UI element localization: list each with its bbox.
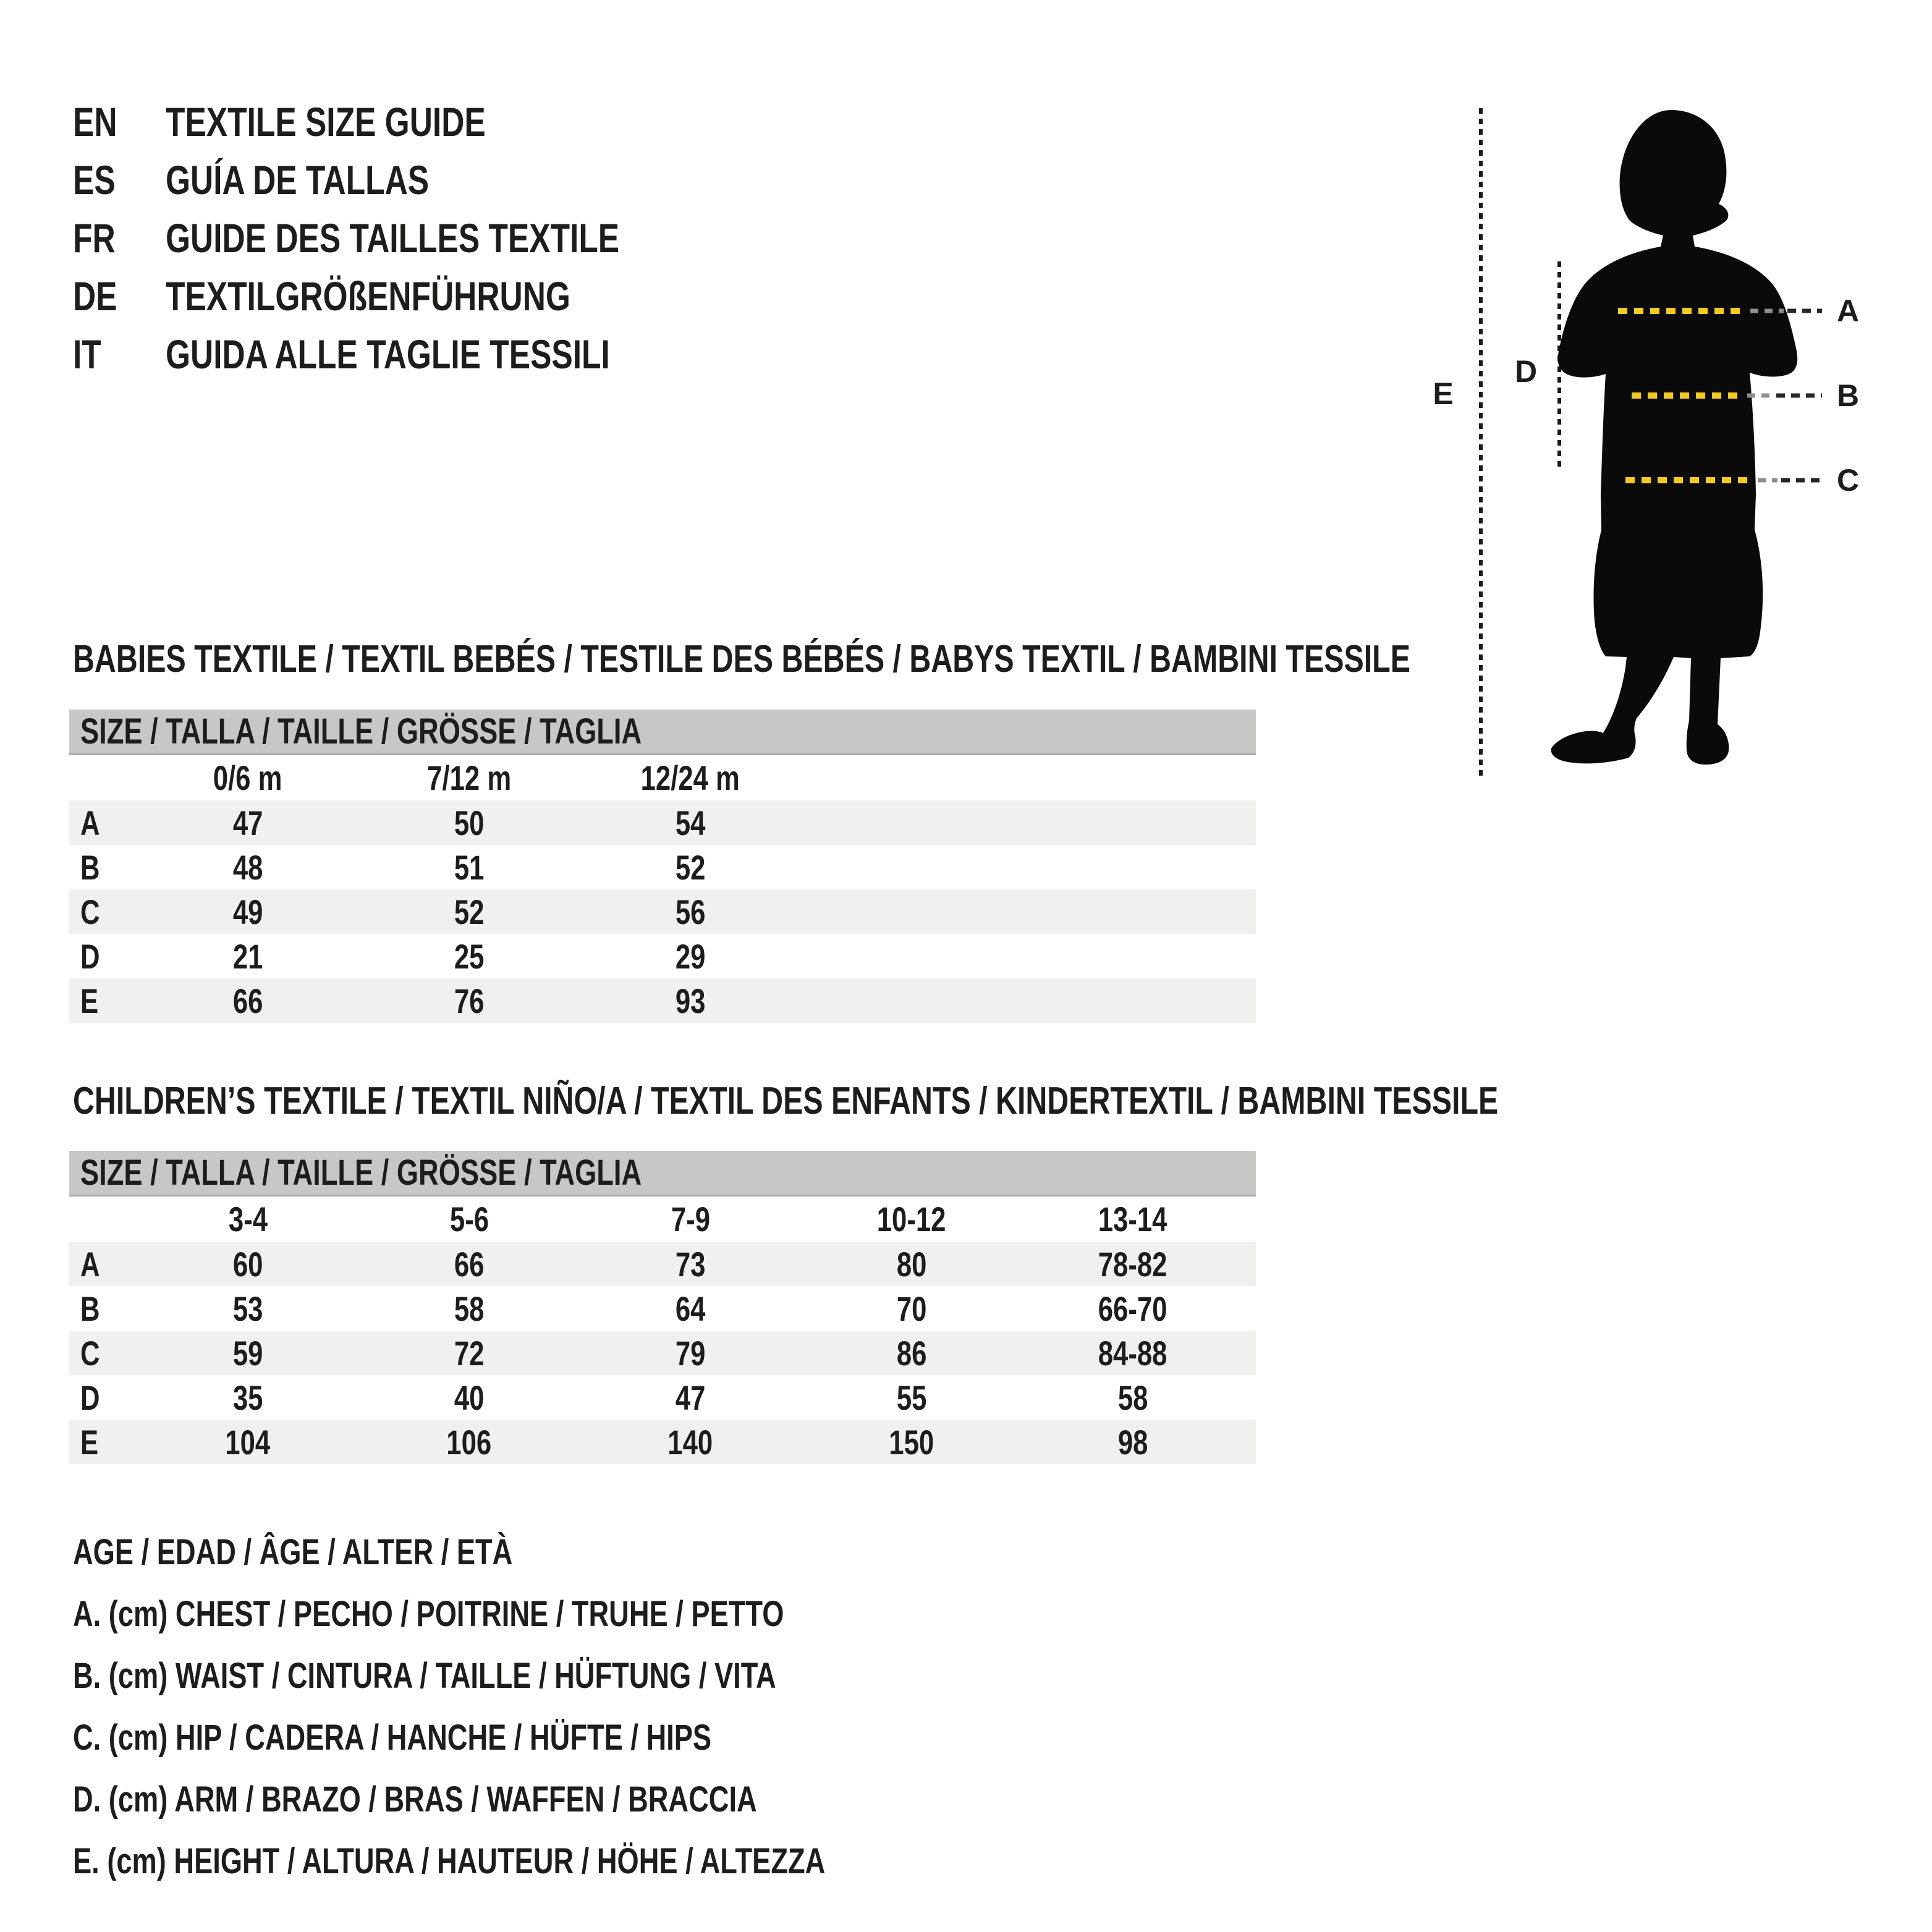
size-value-text: 58: [454, 1289, 485, 1328]
size-value-text: 72: [454, 1333, 485, 1373]
size-value: [801, 1333, 1022, 1373]
size-value-text: 79: [675, 1333, 706, 1373]
language-header: [73, 93, 747, 383]
height-label-e: E: [1433, 376, 1454, 411]
size-value: [1022, 1333, 1244, 1373]
size-value-text: 21: [232, 936, 263, 976]
column-header-text: 7-9: [671, 1200, 710, 1239]
column-header: [137, 758, 358, 798]
legend-line-text: C. (cm) HIP / CADERA / HANCHE / HÜFTE / HIPS: [73, 1718, 712, 1758]
row-letter: [69, 1422, 137, 1462]
table-row: [69, 845, 1256, 889]
size-value-text: 66: [454, 1244, 485, 1284]
row-letter-text: A: [80, 803, 100, 842]
row-letter: [69, 847, 137, 888]
language-code: [73, 273, 166, 320]
waist-label-b: B: [1837, 378, 1860, 413]
size-header-bar: [69, 1151, 1256, 1197]
size-value-text: 55: [896, 1378, 927, 1417]
table-row: [69, 978, 1256, 1023]
size-value: [358, 1333, 580, 1373]
size-value-text: 54: [675, 803, 706, 842]
table-row: [69, 1331, 1256, 1375]
size-value: [1022, 1422, 1244, 1462]
children-section-title: [73, 1080, 1900, 1123]
table-row: [69, 934, 1256, 978]
size-value: [137, 1378, 358, 1418]
size-value: [358, 1422, 580, 1462]
size-header-bar: [69, 710, 1256, 755]
size-value-text: 60: [232, 1244, 263, 1284]
language-title-text: GUÍA DE TALLAS: [166, 157, 430, 203]
size-value: [801, 1289, 1022, 1329]
children-section-title-text: CHILDREN’S TEXTILE / TEXTIL NIÑO/A / TEXTIL DES ENFANTS / KINDERTEXTIL / BAMBINI TESSILE: [73, 1080, 1499, 1122]
size-value: [137, 847, 358, 888]
legend-line-text: E. (cm) HEIGHT / ALTURA / HAUTEUR / HÖHE / ALTEZZA: [73, 1841, 826, 1881]
column-header: [580, 1199, 801, 1239]
legend-line: [73, 1583, 1038, 1645]
size-value-text: 70: [896, 1289, 927, 1328]
size-value: [358, 892, 580, 932]
language-code: [73, 156, 166, 203]
column-header: [358, 758, 580, 798]
language-title-text: GUIDE DES TAILLES TEXTILE: [166, 215, 620, 261]
legend-line-text: A. (cm) CHEST / PECHO / POITRINE / TRUHE / PETTO: [73, 1594, 784, 1634]
language-code-text: EN: [73, 99, 117, 145]
table-column-header-row: [69, 755, 1256, 800]
size-value-text: 29: [675, 936, 706, 976]
row-letter: [69, 1289, 137, 1329]
size-value: [580, 1289, 801, 1329]
row-letter: [69, 892, 137, 932]
size-value-text: 104: [225, 1422, 271, 1462]
language-row: [73, 325, 747, 383]
size-value: [1022, 1244, 1244, 1284]
size-value-text: 52: [454, 892, 485, 931]
size-value-text: 78-82: [1098, 1244, 1167, 1284]
size-value-text: 73: [675, 1244, 706, 1284]
table-row: [69, 1286, 1256, 1331]
table-row: [69, 1242, 1256, 1286]
row-letter-text: C: [80, 892, 100, 931]
row-letter-text: B: [80, 1289, 100, 1328]
language-row: [73, 151, 747, 209]
size-value: [358, 936, 580, 977]
size-value-text: 49: [232, 892, 263, 931]
column-header: [580, 758, 801, 798]
row-letter: [69, 936, 137, 977]
children-size-table: [69, 1151, 1256, 1464]
hip-label-c: C: [1837, 463, 1860, 498]
size-value: [358, 847, 580, 888]
size-value: [580, 1333, 801, 1373]
legend-line: [73, 1769, 1038, 1831]
size-value-text: 84-88: [1098, 1333, 1167, 1373]
language-title-text: TEXTILE SIZE GUIDE: [166, 99, 486, 145]
column-header: [137, 1199, 358, 1239]
table-row: [69, 800, 1256, 845]
column-header: [801, 1199, 1022, 1239]
chest-label-a: A: [1837, 294, 1860, 328]
size-value: [801, 1244, 1022, 1284]
size-value-text: 48: [232, 847, 263, 887]
table-row: [69, 889, 1256, 934]
size-value-text: 86: [896, 1333, 927, 1373]
language-title: [166, 331, 735, 378]
column-header-text: 10-12: [877, 1200, 946, 1239]
size-value: [137, 1289, 358, 1329]
language-code-text: FR: [73, 215, 116, 261]
size-value: [1022, 1378, 1244, 1418]
legend-line: [73, 1831, 1038, 1892]
language-title: [166, 156, 503, 203]
language-code-text: ES: [73, 157, 116, 203]
size-value-text: 66: [232, 981, 263, 1020]
language-title-text: GUIDA ALLE TAGLIE TESSILI: [166, 331, 610, 377]
row-letter-text: E: [80, 981, 99, 1020]
babies-size-table: [69, 710, 1256, 1023]
size-value-text: 93: [675, 981, 706, 1020]
child-silhouette-figure: [1409, 62, 1932, 803]
size-value-text: 98: [1117, 1422, 1148, 1462]
size-value: [358, 1378, 580, 1418]
size-value: [801, 1422, 1022, 1462]
size-value-text: 47: [232, 803, 263, 842]
language-row: [73, 267, 747, 325]
size-value: [137, 1422, 358, 1462]
language-title: [166, 98, 576, 145]
row-letter: [69, 981, 137, 1021]
size-value: [1022, 1289, 1244, 1329]
row-letter-text: C: [80, 1333, 100, 1373]
measurement-legend: [73, 1522, 1038, 1892]
row-letter: [69, 1378, 137, 1418]
column-header-text: 0/6 m: [213, 758, 282, 797]
size-value-text: 52: [675, 847, 706, 887]
column-header-text: 5-6: [449, 1200, 489, 1239]
babies-section-title-text: BABIES TEXTILE / TEXTIL BEBÉS / TESTILE DES BÉBÉS / BABYS TEXTIL / BAMBINI TESSILE: [73, 638, 1410, 680]
size-value: [580, 981, 801, 1021]
row-letter-text: E: [80, 1422, 99, 1462]
size-value-text: 50: [454, 803, 485, 842]
size-value: [358, 1289, 580, 1329]
size-value: [580, 936, 801, 977]
row-letter: [69, 1333, 137, 1373]
size-value-text: 47: [675, 1378, 706, 1417]
language-code-text: IT: [73, 331, 101, 377]
size-value-text: 56: [675, 892, 706, 931]
column-header: [1022, 1199, 1244, 1239]
size-value-text: 140: [667, 1422, 713, 1462]
language-title: [166, 214, 747, 261]
legend-line-text: B. (cm) WAIST / CINTURA / TAILLE / HÜFTUNG / VITA: [73, 1656, 776, 1696]
language-code: [73, 98, 166, 145]
column-header-text: 3-4: [228, 1200, 268, 1239]
size-value: [137, 936, 358, 977]
language-title-text: TEXTILGRÖßENFÜHRUNG: [166, 273, 570, 319]
table-column-header-row: [69, 1197, 1256, 1242]
column-header-text: 13-14: [1098, 1200, 1167, 1239]
language-title: [166, 273, 685, 320]
size-value: [137, 1244, 358, 1284]
size-value: [580, 1422, 801, 1462]
size-value-text: 25: [454, 936, 485, 976]
table-row: [69, 1420, 1256, 1464]
size-value-text: 80: [896, 1244, 927, 1284]
size-value: [580, 1378, 801, 1418]
column-header-text: 7/12 m: [427, 758, 511, 797]
legend-line-text: AGE / EDAD / ÂGE / ALTER / ETÀ: [73, 1532, 513, 1572]
size-value-text: 35: [232, 1378, 263, 1417]
size-value-text: 66-70: [1098, 1289, 1167, 1328]
size-value-text: 150: [889, 1422, 934, 1462]
size-value: [358, 803, 580, 843]
language-code: [73, 214, 166, 261]
size-value: [801, 1378, 1022, 1418]
language-code-text: DE: [73, 273, 117, 319]
row-letter-text: B: [80, 847, 100, 887]
legend-line: [73, 1645, 1038, 1707]
size-value: [580, 847, 801, 888]
size-value: [580, 892, 801, 932]
size-header-text: SIZE / TALLA / TAILLE / GRÖSSE / TAGLIA: [80, 711, 642, 752]
arm-label-d: D: [1514, 354, 1538, 389]
size-header-text: SIZE / TALLA / TAILLE / GRÖSSE / TAGLIA: [80, 1153, 642, 1193]
size-value-text: 51: [454, 847, 485, 887]
child-silhouette: [1551, 110, 1798, 765]
size-value: [137, 803, 358, 843]
row-letter: [69, 803, 137, 843]
row-letter: [69, 1244, 137, 1284]
size-value-text: 59: [232, 1333, 263, 1373]
language-row: [73, 209, 747, 267]
legend-line-text: D. (cm) ARM / BRAZO / BRAS / WAFFEN / BRACCIA: [73, 1779, 757, 1820]
row-letter-text: D: [80, 936, 100, 976]
size-value: [358, 1244, 580, 1284]
size-value: [358, 981, 580, 1021]
size-value: [137, 1333, 358, 1373]
column-header-text: 12/24 m: [640, 758, 740, 797]
size-value-text: 64: [675, 1289, 706, 1328]
size-value-text: 40: [454, 1378, 485, 1417]
size-value: [137, 892, 358, 932]
size-value: [580, 1244, 801, 1284]
size-value: [137, 981, 358, 1021]
size-value: [580, 803, 801, 843]
column-header: [358, 1199, 580, 1239]
legend-line: [73, 1707, 1038, 1769]
language-row: [73, 93, 747, 151]
language-code: [73, 331, 166, 378]
size-value-text: 106: [446, 1422, 492, 1462]
legend-line: [73, 1522, 1038, 1583]
table-row: [69, 1375, 1256, 1420]
size-value-text: 76: [454, 981, 485, 1020]
row-letter-text: A: [80, 1244, 100, 1284]
size-value-text: 58: [1117, 1378, 1148, 1417]
size-value-text: 53: [232, 1289, 263, 1328]
row-letter-text: D: [80, 1378, 100, 1417]
